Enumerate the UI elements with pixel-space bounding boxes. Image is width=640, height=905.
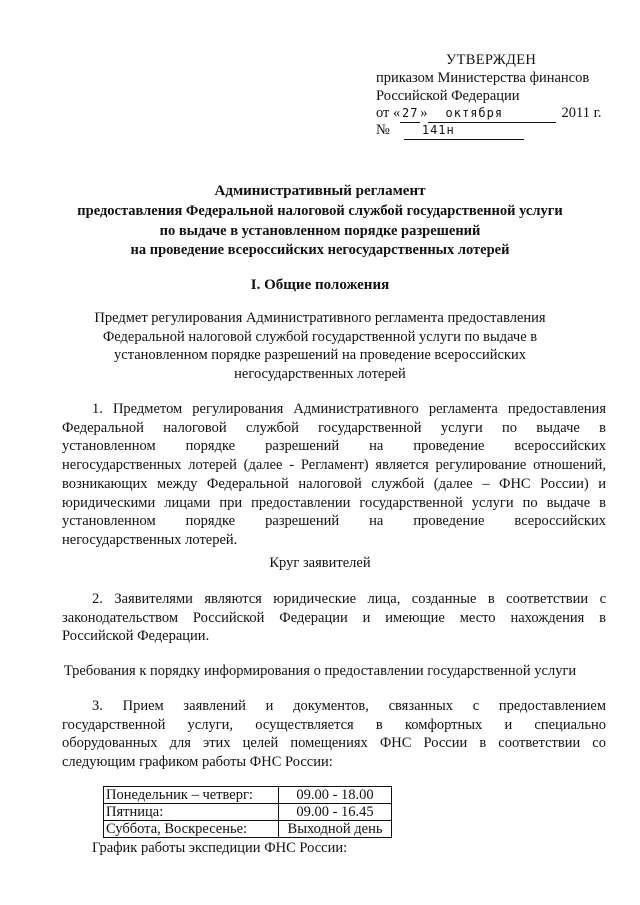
- approval-number-line: [376, 121, 524, 140]
- paragraph-line: установленном порядке разрешений на проведение всероссийских: [62, 438, 606, 455]
- approval-from-label: от «: [376, 105, 401, 121]
- paragraph-line: законодательством Российской Федерации и имеющие место нахождения в: [62, 609, 606, 626]
- document-subtitle-line: предоставления Федеральной налоговой службой государственной услуги: [77, 203, 563, 219]
- document-subtitle-line: на проведение всероссийских негосударственных лотерей: [130, 242, 510, 258]
- schedule-day: Пятница:: [104, 804, 279, 821]
- subject-line: негосударственных лотерей: [234, 366, 406, 382]
- schedule-time: 09.00 - 16.45: [279, 804, 392, 821]
- approval-day-close: »: [420, 105, 428, 121]
- schedule-day: Понедельник – четверг:: [104, 787, 279, 804]
- paragraph-line: государственной услуги, осуществляется в комфортных и специально: [62, 716, 606, 733]
- schedule-row: [104, 787, 392, 804]
- paragraph-line: 3. Прием заявлений и документов, связанных с предоставлением: [92, 698, 606, 714]
- paragraph-line: негосударственных лотерей (далее - Регламент) является регулирование отношений,: [62, 457, 606, 474]
- paragraph-line: Российской Федерации.: [62, 628, 210, 645]
- subject-line: Предмет регулирования Административного регламента предоставления: [94, 310, 546, 326]
- document-subtitle-line: по выдаче в установленном порядке разрешений: [159, 223, 481, 239]
- schedule-time: Выходной день: [279, 821, 392, 838]
- approval-day: 27: [400, 104, 420, 123]
- approval-order-line: приказом Министерства финансов: [376, 70, 590, 86]
- paragraph-line: возникающих между Федеральной налоговой службой (далее – ФНС России) и: [62, 475, 606, 492]
- approval-number: 141н: [404, 121, 524, 140]
- paragraph-3: [62, 697, 606, 772]
- approval-federation-line: Российской Федерации: [376, 88, 520, 104]
- approval-number-label: №: [376, 122, 390, 138]
- informing-heading: Требования к порядку информирования о предоставлении государственной услуги: [63, 663, 577, 679]
- section-heading: I. Общие положения: [250, 277, 390, 293]
- paragraph-line: юридическими лицами при предоставлении государственной услуги по выдаче в: [62, 494, 606, 511]
- applicants-heading: Круг заявителей: [269, 555, 371, 571]
- document-title: Административный регламент: [214, 183, 426, 199]
- paragraph-1: [62, 400, 606, 550]
- paragraph-line: 2. Заявителями являются юридические лица, созданные в соответствии с: [92, 591, 606, 607]
- subject-line: установленном порядке разрешений на проведение всероссийских: [114, 347, 526, 363]
- schedule-table: [103, 786, 392, 838]
- paragraph-line: следующим графиком работы ФНС России:: [62, 754, 333, 771]
- paragraph-line: негосударственных лотерей.: [62, 531, 238, 548]
- expedition-schedule-caption: График работы экспедиции ФНС России:: [92, 840, 348, 856]
- schedule-row: [104, 804, 392, 821]
- schedule-day: Суббота, Воскресенье:: [104, 821, 279, 838]
- paragraph-line: оборудованных для этих целей помещениях ФНС России в соответствии со: [62, 735, 606, 752]
- paragraph-line: установленном порядке разрешений на проведение всероссийских: [62, 513, 606, 530]
- approval-title: УТВЕРЖДЕН: [446, 52, 537, 68]
- schedule-time: 09.00 - 18.00: [279, 787, 392, 804]
- subject-line: Федеральной налоговой службой государственной услуги по выдаче в: [102, 329, 538, 345]
- paragraph-2: [62, 590, 606, 646]
- approval-month: октября: [428, 104, 556, 123]
- paragraph-line: Федеральной налоговой службой государственной услуги по выдаче в: [62, 419, 606, 436]
- paragraph-line: 1. Предметом регулирования Административного регламента предоставления: [92, 401, 606, 417]
- approval-year: 2011 г.: [561, 105, 602, 121]
- schedule-row: [104, 821, 392, 838]
